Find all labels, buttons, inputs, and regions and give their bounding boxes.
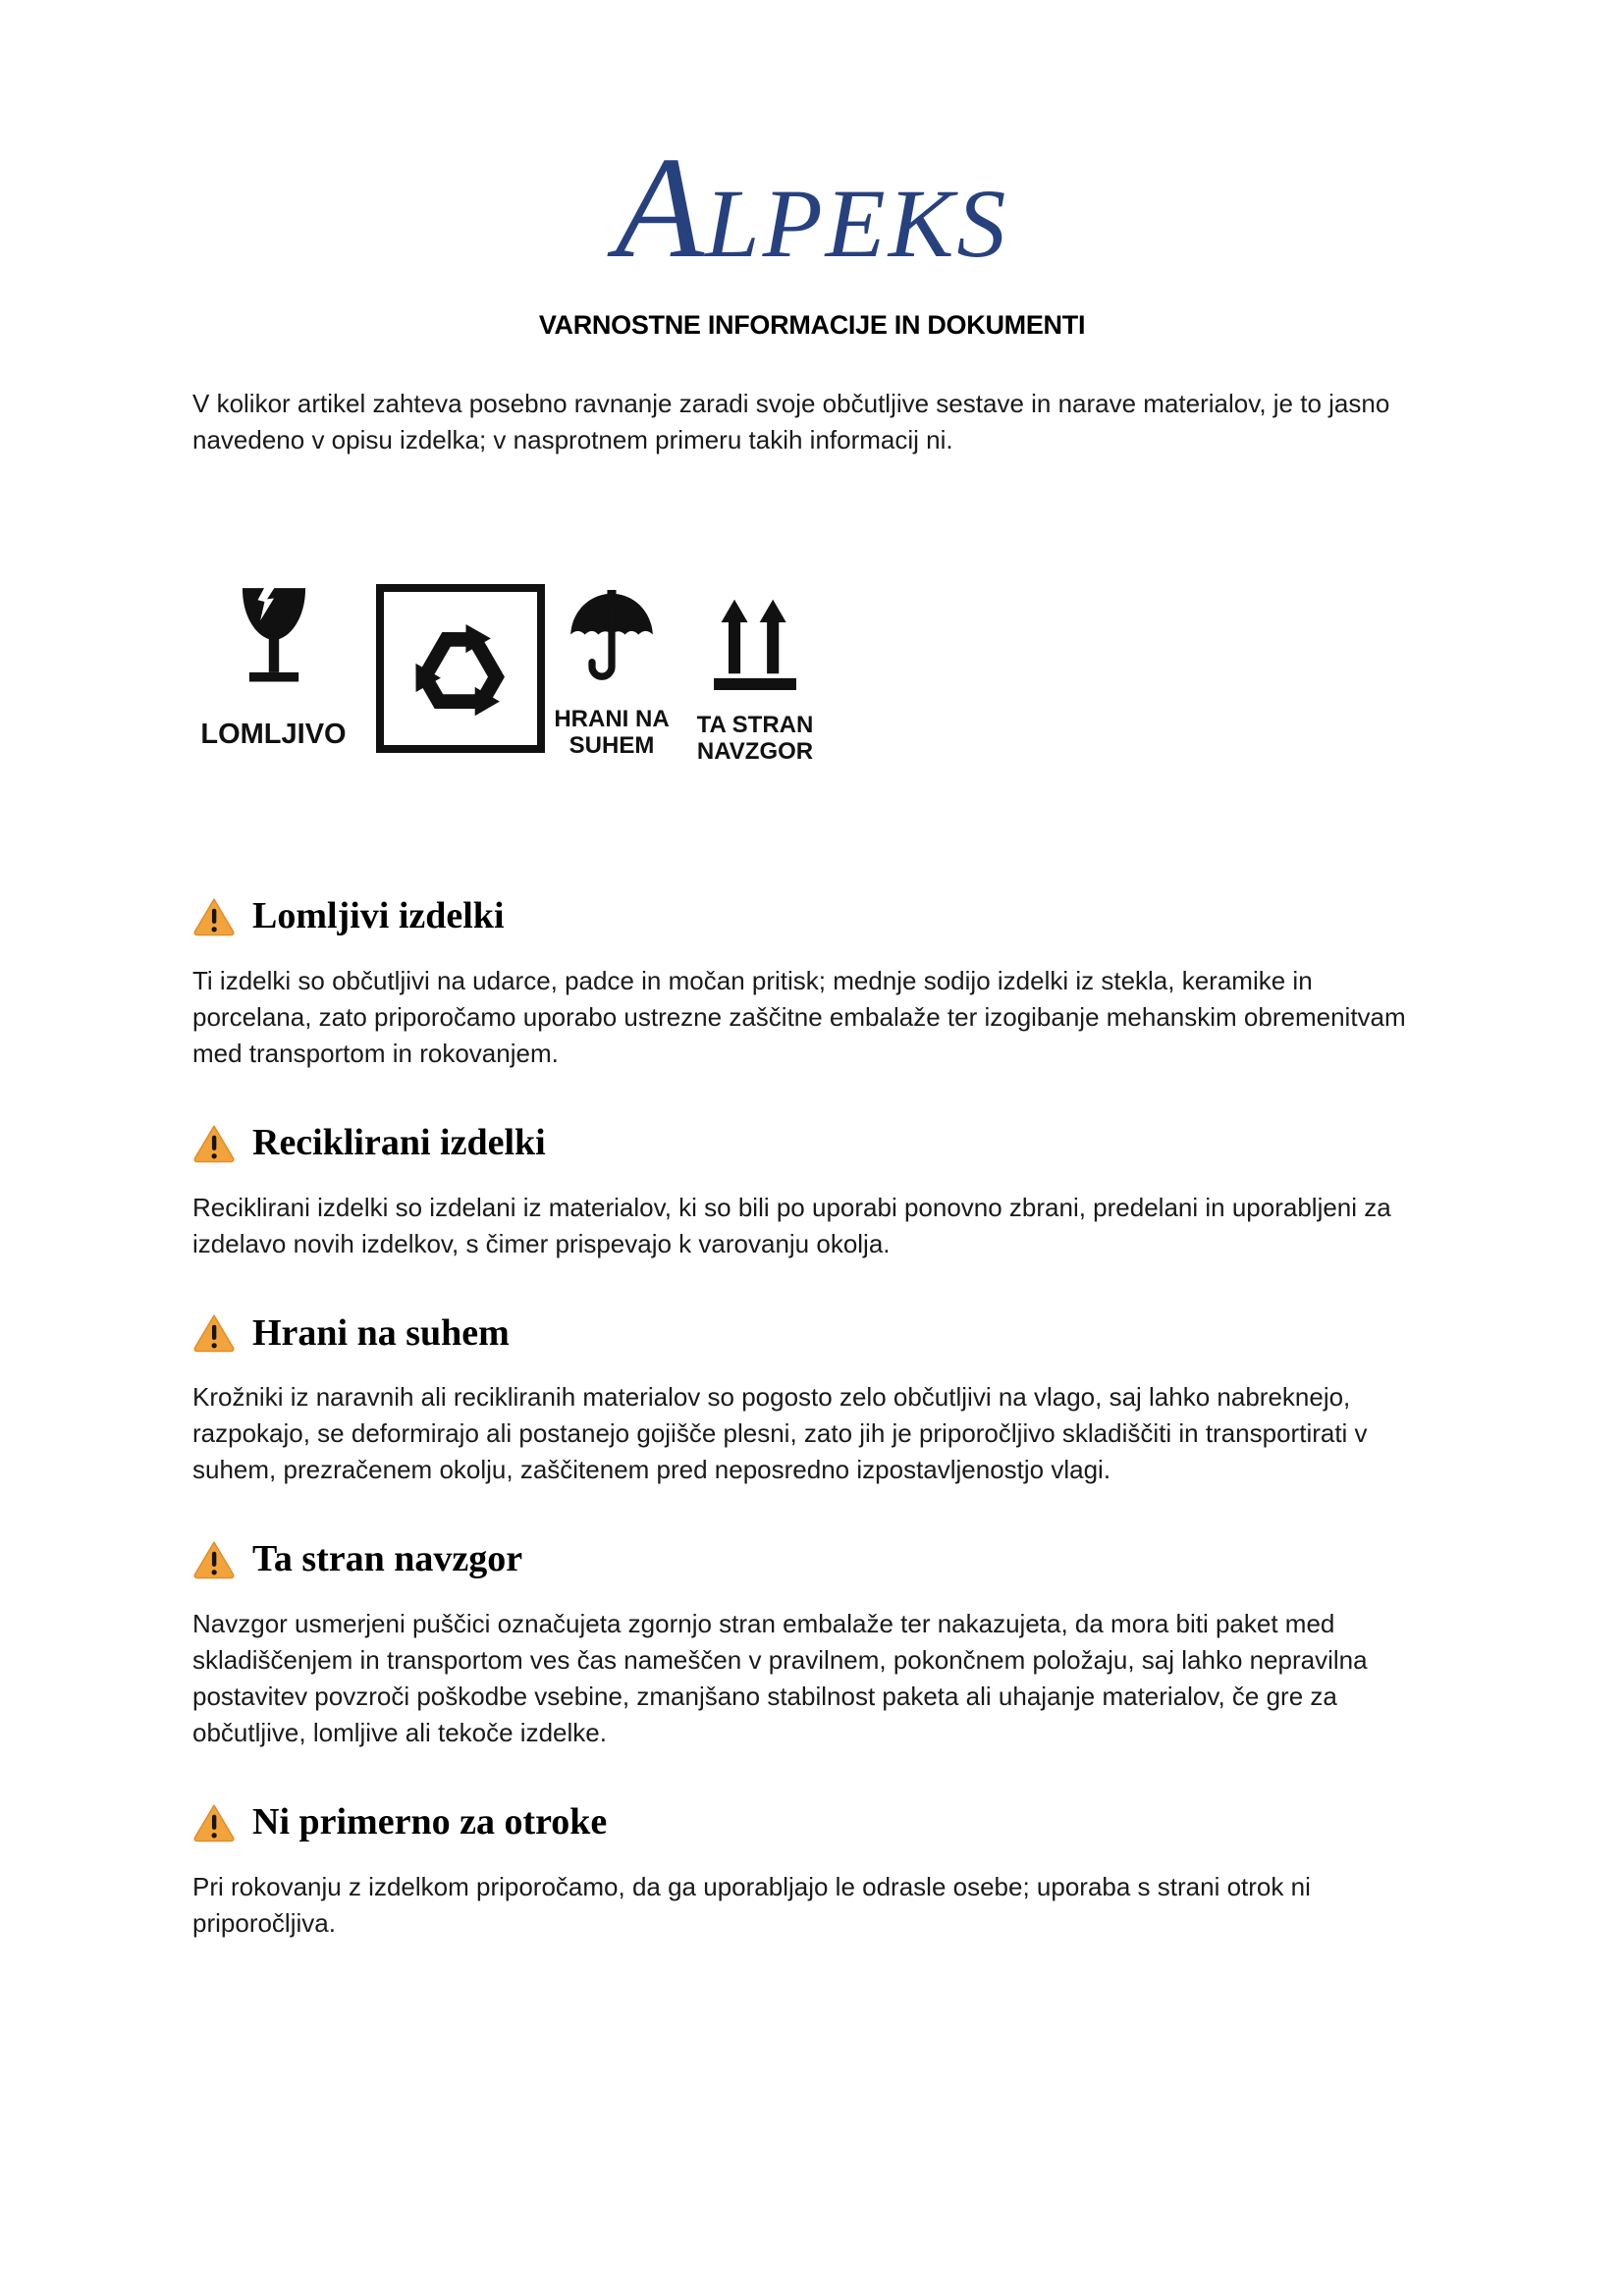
section-lomljivi-izdelki [192,896,1432,1072]
section-ni-primerno-za-otroke [192,1802,1432,1942]
warning-triangle-icon [192,1313,236,1353]
logo-first-letter: A [615,128,705,289]
this-side-up-label-line1: TA STRAN [696,712,814,738]
warning-triangle-icon [192,1540,236,1579]
section-heading-row [192,1313,1432,1355]
fragile-label: LOMLJIVO [200,719,347,750]
section-heading-row [192,1802,1432,1843]
this-side-up-symbol [696,574,814,765]
section-body: Navzgor usmerjeni puščici označujeta zgornjo stran embalaže ter nakazujeta, da mora biti paket med skladiščenjem in transportom ves čas nameščen v pravilnem, pokončnem položaju, saj lahko nepravilna postavitev povzroči poškodbe vsebine, zmanjšano stabilnost paketa ali uhajanje materialov, če gre za občutljive, lomljive ali tekoče izdelke. [192,1609,1368,1748]
recycling-symbol-icon [399,607,522,730]
section-body: Reciklirani izdelki so izdelani iz materialov, ki so bili po uporabi ponovno zbrani, predelani in uporabljeni za izdelavo novih izdelkov, s čimer prispevajo k varovanju okolja. [192,1192,1391,1258]
warning-triangle-icon [192,1124,236,1163]
recycle-box-frame [376,584,545,753]
section-ta-stran-navzgor [192,1539,1432,1751]
up-arrows-icon [709,596,801,690]
section-title: Hrani na suhem [252,1311,510,1354]
this-side-up-label-line2: NAVZGOR [696,738,814,765]
logo-area [0,0,1624,289]
section-body: Ti izdelki so občutljivi na udarce, padce in močan pritisk; mednje sodijo izdelki iz stekla, keramike in porcelana, zato priporočamo uporabo ustrezne zaščitne embalaže ter izogibanje mehanskim obremenitvam med transportom in rokovanjem. [192,965,1406,1068]
this-side-up-label [697,712,814,765]
page-title: VARNOSTNE INFORMACIJE IN DOKUMENTI [538,310,1086,340]
section-title: Ni primerno za otroke [252,1801,608,1843]
warning-triangle-icon [192,1803,236,1842]
section-heading-row [192,896,1432,937]
section-heading-row [192,1123,1432,1164]
alpeks-logo [615,128,1009,289]
recyclable-symbol [374,574,546,753]
section-reciklirani-izdelki [192,1123,1432,1262]
warning-triangle-icon [192,897,236,936]
keep-dry-symbol [554,574,670,759]
keep-dry-label [554,706,669,759]
section-body: Krožniki iz naravnih ali recikliranih materialov so pogosto zelo občutljivi na vlago, saj lahko nabreknejo, razpokajo, se deformirajo ali postanejo gojišče plesni, zato jih je priporočljivo skladiščiti in transportirati v suhem, prezračenem okolju, zaščitenem pred neposredno izpostavljenostjo vlagi. [192,1382,1368,1485]
keep-dry-label-line1: HRANI NA [554,706,670,732]
intro-paragraph: V kolikor artikel zahteva posebno ravnanje zaradi svoje občutljive sestave in narave materialov, je to jasno navedeno v opisu izdelka; v nasprotnem primeru takih informacij ni. [192,389,1390,454]
umbrella-icon [567,590,657,688]
logo-rest-letters: LPEKS [704,169,1009,278]
section-title: Reciklirani izdelki [252,1121,546,1163]
fragile-symbol [192,574,354,748]
keep-dry-label-line2: SUHEM [568,732,655,759]
section-body: Pri rokovanju z izdelkom priporočamo, da ga uporabljajo le odrasle osebe; uporaba s strani otrok ni priporočljiva. [192,1871,1311,1938]
section-hrani-na-suhem [192,1313,1432,1489]
section-heading-row [192,1539,1432,1580]
section-title: Ta stran navzgor [252,1538,523,1580]
packaging-symbols-row [192,574,1432,765]
content-area [192,386,1432,1942]
sections-list [192,896,1432,1942]
section-title: Lomljivi izdelki [252,895,505,936]
broken-glass-icon [236,586,312,694]
